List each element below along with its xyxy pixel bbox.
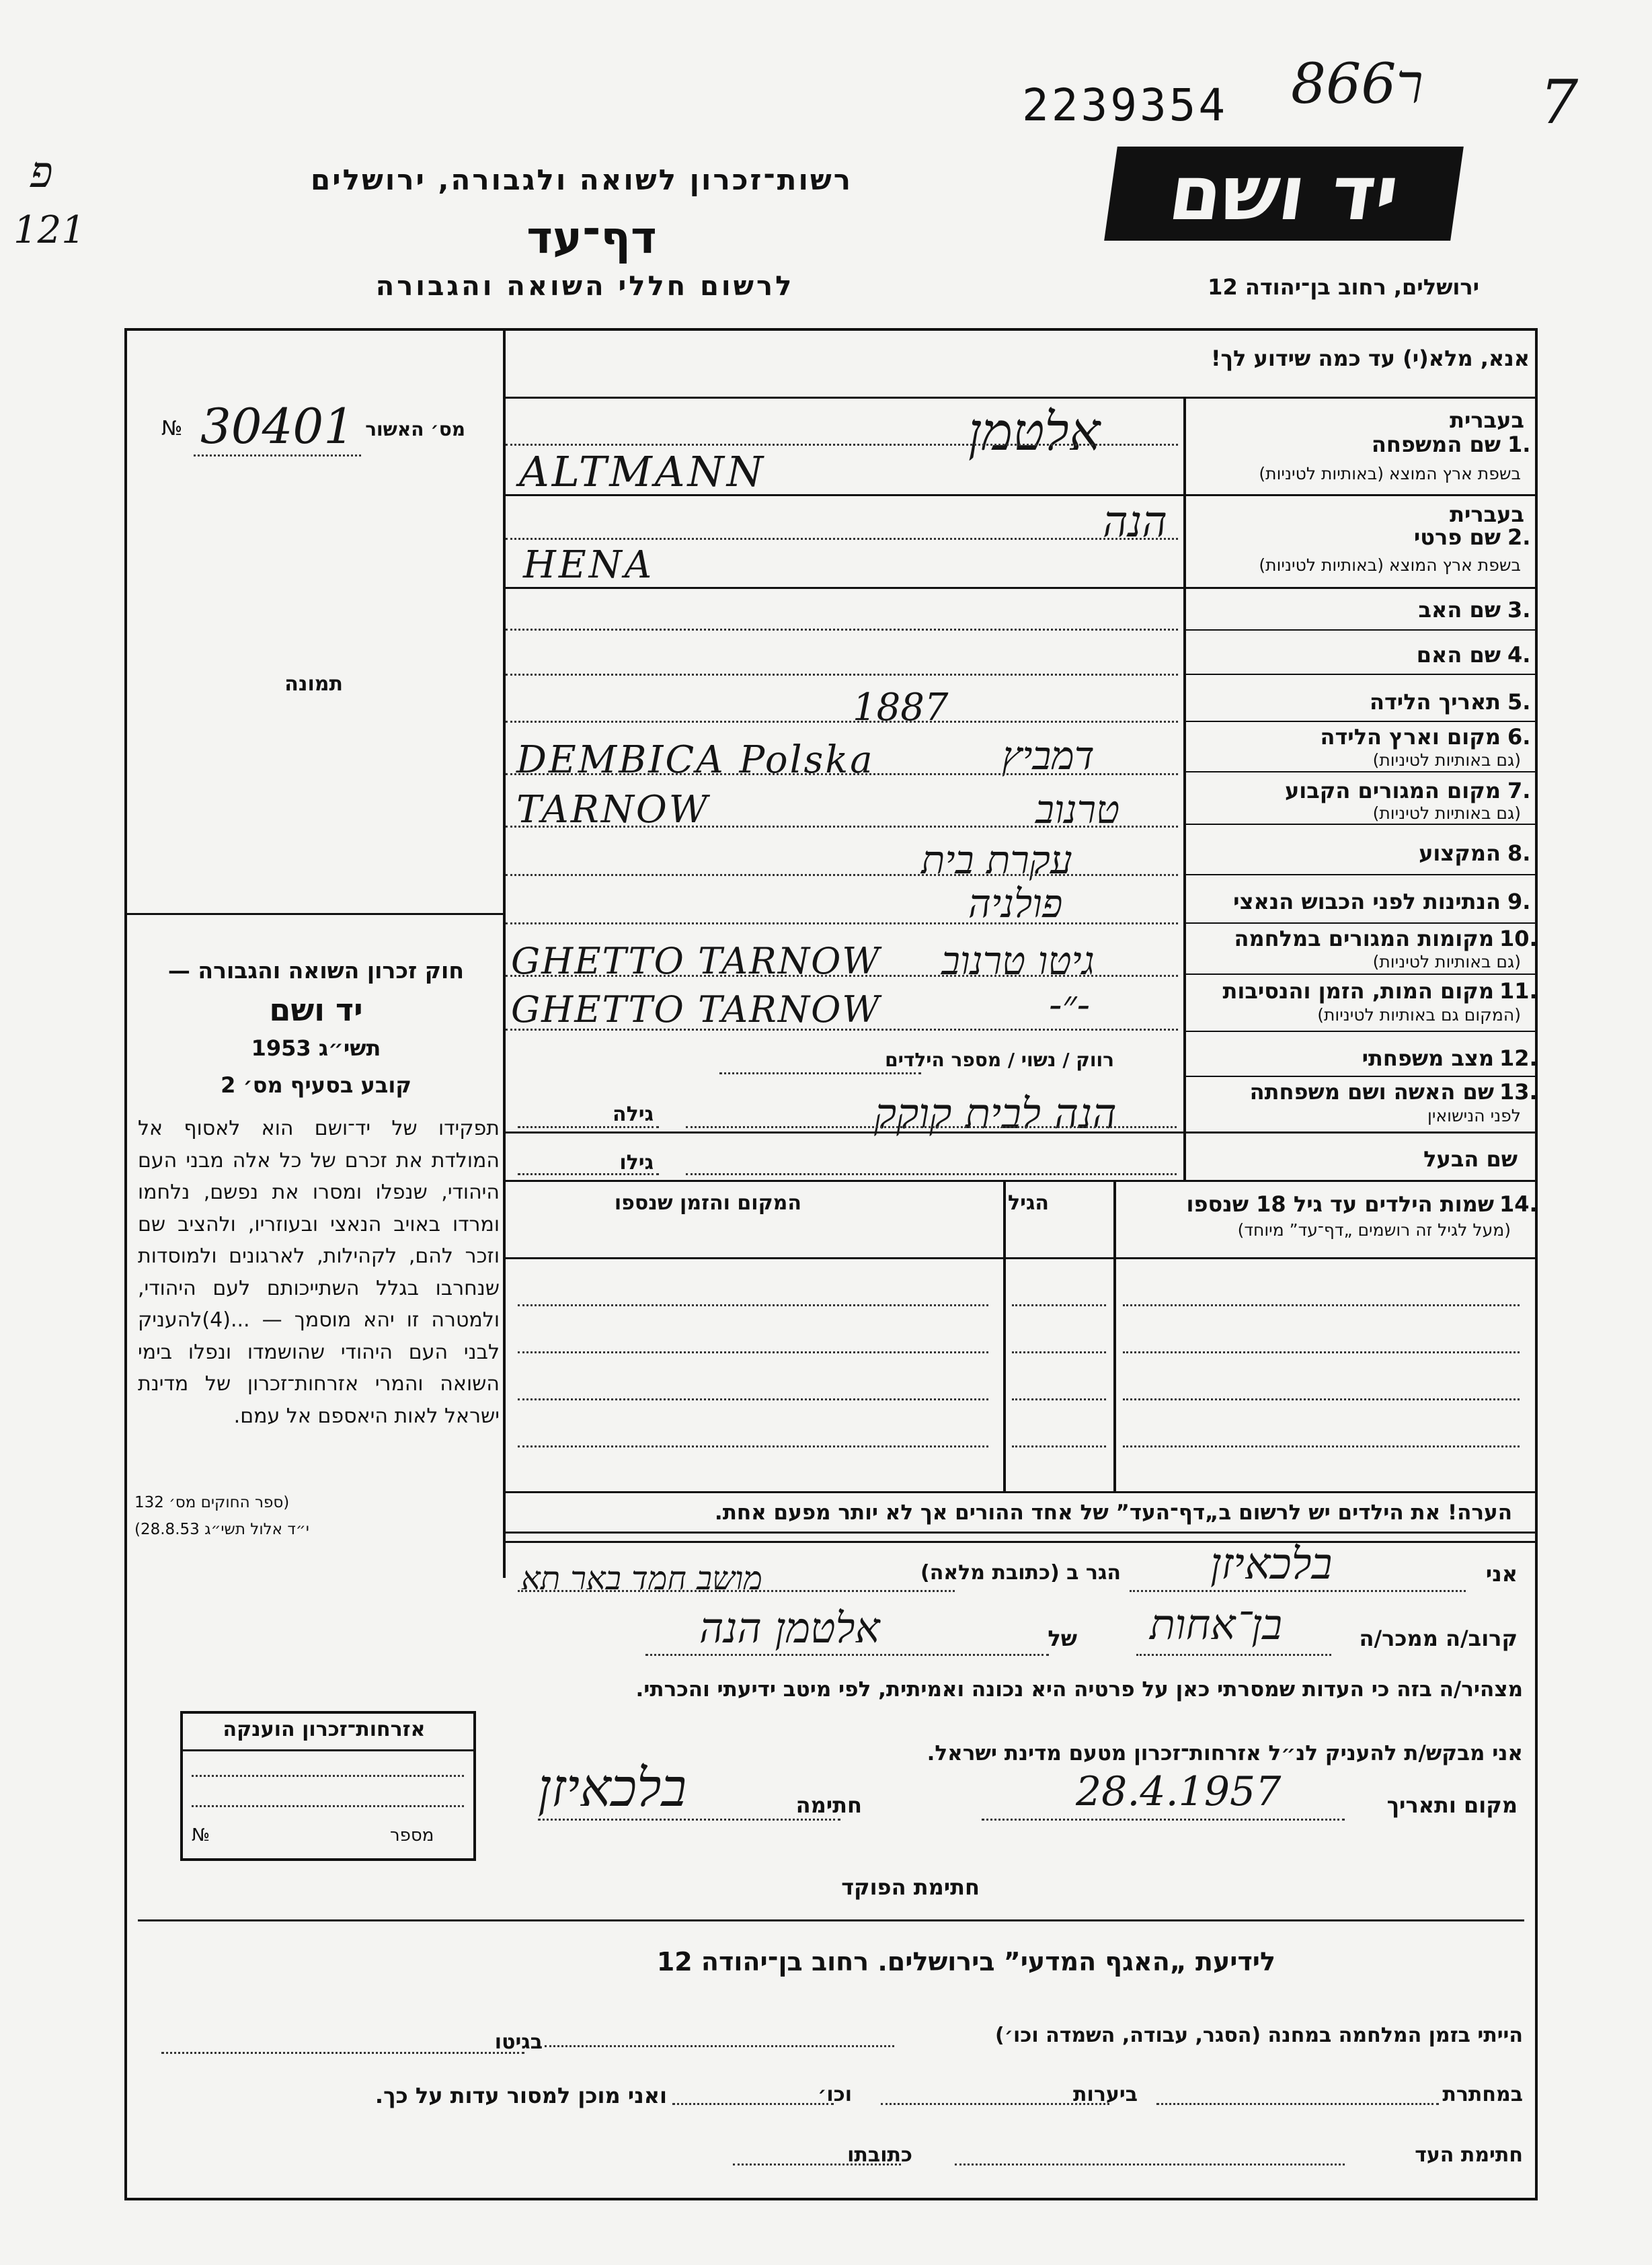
form-subtitle: לרשום חללי השואה והגבורה: [375, 271, 795, 302]
law-text: תפקידו של יד־ושם הוא לאסוף אל המולדת את זכרם של כל אלה מבני העם היהודי, שנפלו ומסרו את נפשם, נלחמו ומרדו באויב הנאצי ובעוזריו, ולהציב שם וזכר להם, לקהילות, לארגונים ולמוסדות שנחרבו בגלל השתייכותם לעם היהודי, ולמטרה זו יהא מוסמך — ...(4)להעניק לבני העם היהודי שהושמדו ונפלו בימי השואה והמרי אזרחות־זכרון של מדינת ישראל לאות היאספם אל עמם.: [138, 1117, 500, 1428]
footer-witness-signature: חתימת העד: [1415, 2143, 1523, 2167]
field-8-value: עקרת בית: [921, 837, 1072, 883]
decl-i-value: בלכאיזן: [1210, 1540, 1333, 1589]
field-9-label: הנתינות לפני הכבוש הנאצי: [1233, 889, 1501, 914]
field-6-value-heb: דמביץ: [1002, 733, 1095, 779]
field-4-num: 4.: [1507, 642, 1531, 668]
field-14-label: שמות הילדים עד גיל 18 שנספו: [1186, 1191, 1494, 1217]
decl-officer-label: חתימת הפוקד: [841, 1874, 980, 1900]
serial-label: מס׳ האשור: [365, 418, 465, 440]
children-col-age: הגיל: [1008, 1191, 1049, 1215]
field-11-value-lat: GHETTO TARNOW: [511, 988, 881, 1031]
field-13-age-label: גילה: [613, 1103, 654, 1126]
field-1-heb-tag: בעברית: [1450, 407, 1524, 433]
corner-number: 7: [1540, 67, 1579, 138]
citizenship-title: אזרחות־זכרון הוענקה: [223, 1718, 426, 1741]
field-1-label: שם המשפחה: [1371, 432, 1501, 457]
field-9-value: פולניה: [968, 881, 1063, 926]
field-1-value-lat: ALTMANN: [519, 447, 766, 496]
field-9-num: 9.: [1507, 889, 1531, 914]
law-year: תשי״ג 1953: [251, 1035, 381, 1061]
yad-vashem-logo: יד ושם: [1104, 147, 1464, 241]
decl-signature-label: חתימה: [795, 1792, 862, 1818]
field-2-value-heb: הנה: [1103, 498, 1167, 547]
footer-willing: ואני מוכן למסור עדות על כך.: [375, 2083, 667, 2108]
archive-number: 2239354: [1022, 79, 1228, 131]
field-11-value-heb: -״-: [1049, 982, 1091, 1027]
field-2-latin-hint: בשפת ארץ המוצא (באותיות לטיניות): [1259, 555, 1521, 575]
field-10-value-lat: GHETTO TARNOW: [511, 940, 881, 982]
field-7-value-lat: TARNOW: [516, 788, 710, 832]
field-6-hint: (גם באותיות לטיניות): [1372, 750, 1521, 770]
footer-ghetto: בגיטו: [494, 2030, 543, 2054]
field-7-num: 7.: [1507, 778, 1531, 803]
decl-of-label: של: [1048, 1626, 1077, 1651]
footer-title: לידיעת „האגף המדעי” בירושלים. רחוב בן־יהודה 12: [656, 1947, 1275, 1977]
law-ref-1: (ספר החוקים מס׳ 132: [134, 1494, 290, 1511]
husband-label: שם הבעל: [1423, 1146, 1518, 1172]
decl-relative-value: בן־אחות: [1150, 1600, 1282, 1649]
decl-request: אני מבקש/ת להעניק לנ״ל אזרחות־זכרון מטעם מדינת ישראל.: [927, 1741, 1523, 1765]
decl-relative-label: קרוב/ה ממכר/ה: [1359, 1626, 1518, 1651]
field-6-label: מקום וארץ הלידה: [1320, 724, 1501, 750]
address: ירושלים, רחוב בן־יהודה 12: [1208, 274, 1479, 300]
field-12-label: מצב משפחתי: [1362, 1045, 1494, 1071]
field-10-label: מקומות המגורים במלחמה: [1234, 926, 1494, 951]
field-5-num: 5.: [1507, 689, 1531, 715]
decl-address-value: מושב חמד באר תא: [521, 1560, 762, 1597]
footer-address: כתובתו: [847, 2143, 912, 2167]
handwritten-top-code: 866ר: [1291, 52, 1423, 116]
field-14-hint: (מעל לגיל זה רושמים „דף־עד” מיוחד): [1237, 1220, 1511, 1240]
decl-i-label: אני: [1485, 1561, 1518, 1587]
field-1-num: 1.: [1507, 432, 1531, 457]
field-2-value-lat: HENA: [523, 543, 655, 587]
field-2-num: 2.: [1507, 524, 1531, 550]
field-1-value-heb: אלטמן: [968, 402, 1101, 463]
margin-note-1: פ: [30, 148, 53, 198]
field-7-hint: (גם באותיות לטיניות): [1372, 803, 1521, 823]
field-13-value: הנה לבית קוקק: [874, 1089, 1117, 1138]
field-10-value-heb: גיטו טרנוב: [941, 938, 1095, 984]
decl-signature-value: בלכאיזן: [538, 1758, 687, 1819]
form-title: דף־עד: [526, 212, 657, 264]
serial-value: 30401: [194, 398, 361, 456]
field-11-hint: (המקום גם באותיות לטיניות): [1317, 1005, 1521, 1025]
field-3-label: שם האב: [1418, 597, 1501, 623]
footer-etc: וכו׳: [818, 2083, 852, 2106]
citizenship-number-label: מספר: [390, 1825, 434, 1845]
footer-line1: הייתי בזמן המלחמה במחנה (הסגר, עבודה, השמדה וכו׳): [995, 2024, 1523, 2047]
children-col-place: המקום והזמן שנספו: [614, 1191, 801, 1215]
decl-of-value: אלטמן הנה: [699, 1603, 880, 1653]
law-title: חוק זכרון השואה והגבורה —: [167, 957, 465, 984]
institution-name: רשות־זכרון לשואה ולגבורה, ירושלים: [310, 163, 853, 196]
field-13-label: שם האשה ושם משפחתה: [1249, 1079, 1494, 1105]
serial-no-sign: №: [161, 417, 183, 440]
husband-age-label: גילו: [619, 1151, 654, 1175]
field-11-num: 11.: [1499, 978, 1538, 1004]
field-14-num: 14.: [1499, 1191, 1538, 1217]
field-4-label: שם האם: [1416, 642, 1501, 668]
footer-underground: במחתרת: [1442, 2083, 1523, 2106]
field-5-label: תאריך הלידה: [1369, 689, 1501, 715]
field-12-num: 12.: [1499, 1045, 1538, 1071]
field-7-value-heb: טרנוב: [1035, 787, 1120, 832]
field-11-label: מקום המות, הזמן והנסיבות: [1222, 978, 1494, 1004]
field-13-num: 13.: [1499, 1079, 1538, 1105]
field-7-label: מקום המגורים הקבוע: [1284, 778, 1501, 803]
field-8-label: המקצוע: [1419, 840, 1501, 866]
field-10-num: 10.: [1499, 926, 1538, 951]
field-5-value: 1887: [853, 686, 949, 729]
law-clause: קובע בסעיף מס׳ 2: [221, 1072, 411, 1098]
field-1-latin-hint: בשפת ארץ המוצא (באותיות לטיניות): [1259, 464, 1521, 483]
citizenship-no-sign: №: [192, 1825, 210, 1845]
field-6-value-lat: DEMBICA Polska: [516, 738, 875, 782]
field-12-options: רווק / נשוי / מספר הילדים: [885, 1049, 1114, 1071]
footer-forests: ביערות: [1073, 2083, 1138, 2106]
law-name: יד ושם: [269, 992, 363, 1028]
field-10-hint: (גם באותיות לטיניות): [1372, 952, 1521, 971]
decl-statement: מצהיר/ה בזה כי העדות שמסרתי כאן על פרטיה היא נכונה ואמיתית, לפי מיטב ידיעתי והכרתי.: [635, 1677, 1523, 1702]
decl-place-date-label: מקום ותאריך: [1386, 1792, 1518, 1818]
field-3-num: 3.: [1507, 597, 1531, 623]
decl-address-label: הגר ב (כתובת מלאה): [920, 1561, 1121, 1585]
field-8-num: 8.: [1507, 840, 1531, 866]
margin-note-2: 121: [13, 208, 85, 252]
field-2-heb-tag: בעברית: [1450, 502, 1524, 527]
form-intro: אנא, מלא(י) עד כמה שידוע לך!: [1210, 346, 1530, 371]
photo-label: תמונה: [284, 672, 343, 696]
field-6-num: 6.: [1507, 724, 1531, 750]
children-note: הערה! את הילדים יש לרשום ב„דף־העד” של אחד ההורים אך לא יותר מפעם אחת.: [714, 1501, 1512, 1525]
law-ref-2: י״ד אלול תשי״ג 28.8.53): [134, 1521, 309, 1538]
field-2-label: שם פרטי: [1413, 524, 1501, 550]
field-13-hint: לפני הנישואין: [1427, 1106, 1521, 1125]
decl-place-date-value: 28.4.1957: [1076, 1768, 1282, 1815]
